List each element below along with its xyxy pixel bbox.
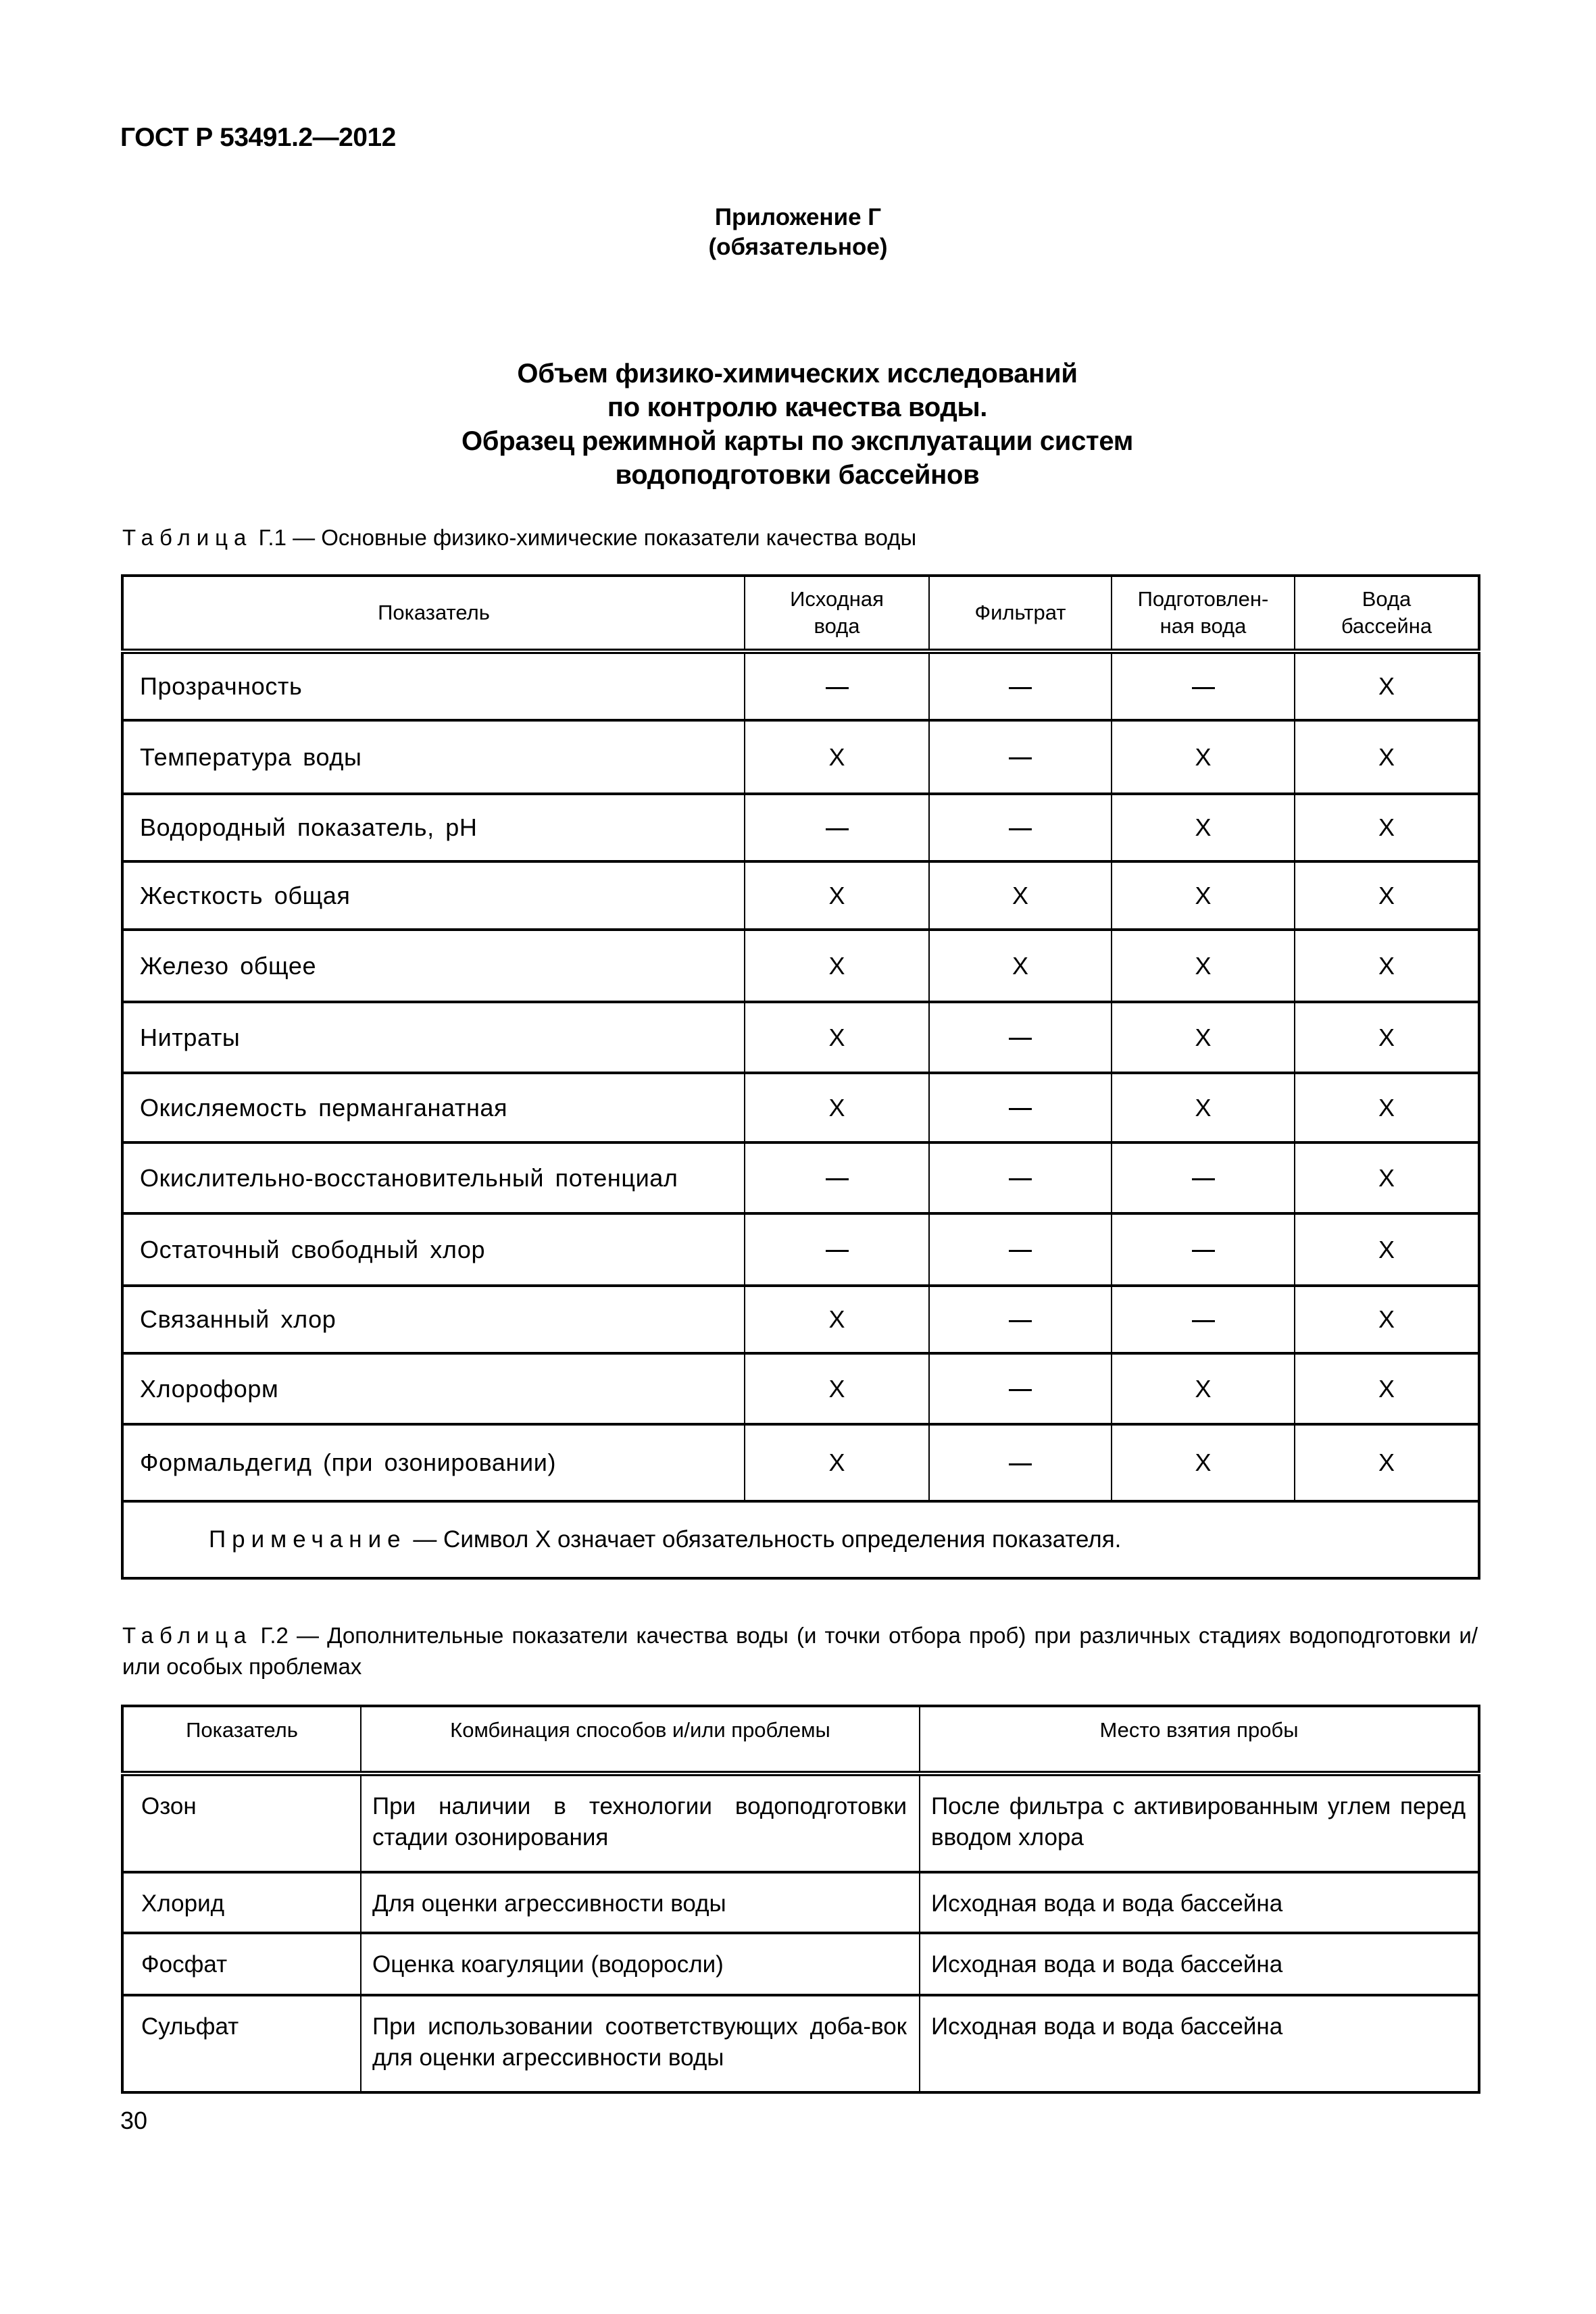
indicator-name-cell: Окисляемость перманганатная — [122, 1073, 745, 1142]
dash-icon — [1009, 1389, 1032, 1391]
note-text: — Символ X означает обязательность определения показателя. — [406, 1526, 1122, 1553]
not-required-cell — [745, 1213, 929, 1286]
table-row — [122, 1933, 1479, 1995]
indicator-name-cell: Нитраты — [122, 1002, 745, 1073]
dash-icon — [826, 1178, 849, 1180]
table-row — [122, 1774, 1479, 1872]
required-mark-cell: X — [745, 1424, 929, 1501]
col-label-line: бассейна — [1341, 614, 1432, 638]
dash-icon — [1009, 1178, 1032, 1180]
dash-icon — [826, 828, 849, 830]
dash-icon — [1009, 757, 1032, 759]
dash-icon — [826, 687, 849, 689]
table-row — [122, 1353, 1479, 1424]
table1-col-treated-water — [1112, 576, 1295, 651]
col-label-line: Вода — [1362, 587, 1412, 611]
table1-note — [122, 1501, 1479, 1578]
combination-cell: При наличии в технологии водоподготовки стадии озонирования — [361, 1774, 920, 1872]
table2-header-row — [122, 1706, 1479, 1774]
required-mark-cell: X — [1295, 794, 1479, 861]
table-row — [122, 1286, 1479, 1353]
table2-caption-text: Г.2 — Дополнительные показатели качества воды (и точки отбора проб) при различных стадиях водоподготовки и/или особых проблемах — [122, 1623, 1478, 1679]
table-row — [122, 1995, 1479, 2092]
indicator-name-cell: Хлороформ — [122, 1353, 745, 1424]
dash-icon — [1009, 1463, 1032, 1465]
required-mark-cell: X — [745, 1286, 929, 1353]
sampling-cell: Исходная вода и вода бассейна — [920, 1872, 1479, 1933]
required-mark-cell: X — [745, 1073, 929, 1142]
required-mark-cell: X — [1112, 1073, 1295, 1142]
table2-col-combination: Комбинация способов и/или проблемы — [361, 1706, 920, 1774]
appendix-status: (обязательное) — [708, 234, 888, 260]
not-required-cell — [929, 794, 1112, 861]
not-required-cell — [1112, 1286, 1295, 1353]
table2-caption — [122, 1620, 1478, 1682]
required-mark-cell: X — [1112, 930, 1295, 1002]
dash-icon — [826, 1250, 849, 1252]
required-mark-cell: X — [1295, 1142, 1479, 1213]
not-required-cell — [745, 651, 929, 720]
required-mark-cell: X — [745, 861, 929, 930]
not-required-cell — [1112, 651, 1295, 720]
note-label: Примечание — [209, 1526, 407, 1553]
not-required-cell — [745, 794, 929, 861]
not-required-cell — [929, 1353, 1112, 1424]
required-mark-cell: X — [1295, 1424, 1479, 1501]
not-required-cell — [745, 1142, 929, 1213]
indicator-cell: Озон — [122, 1774, 361, 1872]
table-row — [122, 1002, 1479, 1073]
col-label-line: ная вода — [1159, 614, 1247, 638]
not-required-cell — [929, 1142, 1112, 1213]
title-line: водоподготовки бассейнов — [615, 460, 980, 490]
title-line: по контролю качества воды. — [607, 393, 988, 422]
dash-icon — [1192, 1178, 1215, 1180]
required-mark-cell: X — [1295, 1286, 1479, 1353]
appendix-label: Приложение Г — [714, 204, 882, 230]
title-line: Образец режимной карты по эксплуатации систем — [461, 426, 1134, 456]
col-label-line: вода — [814, 614, 860, 638]
combination-cell: Оценка коагуляции (водоросли) — [361, 1933, 920, 1995]
table1-caption-text: Г.1 — Основные физико-химические показатели качества воды — [258, 525, 917, 550]
col-label-line: Подготовлен- — [1137, 587, 1269, 611]
not-required-cell — [929, 651, 1112, 720]
required-mark-cell: X — [1295, 1002, 1479, 1073]
indicator-name-cell: Температура воды — [122, 720, 745, 794]
table-row — [122, 1142, 1479, 1213]
table1-header-row — [122, 576, 1479, 651]
sampling-cell: Исходная вода и вода бассейна — [920, 1995, 1479, 2092]
required-mark-cell: X — [745, 720, 929, 794]
indicator-name-cell: Жесткость общая — [122, 861, 745, 930]
col-label: Показатель — [378, 601, 490, 624]
combination-cell: Для оценки агрессивности воды — [361, 1872, 920, 1933]
not-required-cell — [929, 1213, 1112, 1286]
table1-caption-label: Таблица — [122, 525, 253, 550]
page-number: 30 — [120, 2107, 148, 2134]
required-mark-cell: X — [1295, 1213, 1479, 1286]
dash-icon — [1192, 1250, 1215, 1252]
indicator-name-cell: Водородный показатель, pH — [122, 794, 745, 861]
required-mark-cell: X — [1295, 651, 1479, 720]
table-row — [122, 861, 1479, 930]
not-required-cell — [929, 720, 1112, 794]
not-required-cell — [929, 1286, 1112, 1353]
combination-cell: При использовании соответствующих доба-вок для оценки агрессивности воды — [361, 1995, 920, 2092]
required-mark-cell: X — [1112, 794, 1295, 861]
table1-col-filtrate — [929, 576, 1112, 651]
required-mark-cell: X — [745, 930, 929, 1002]
required-mark-cell: X — [1112, 1002, 1295, 1073]
required-mark-cell: X — [929, 930, 1112, 1002]
col-label-line: Исходная — [790, 587, 884, 611]
sampling-cell: Исходная вода и вода бассейна — [920, 1933, 1479, 1995]
table1-col-pool-water — [1295, 576, 1479, 651]
required-mark-cell: X — [1112, 1424, 1295, 1501]
table-row — [122, 1872, 1479, 1933]
table-g1 — [121, 574, 1480, 1580]
indicator-cell: Хлорид — [122, 1872, 361, 1933]
dash-icon — [1009, 1250, 1032, 1252]
indicator-name-cell: Остаточный свободный хлор — [122, 1213, 745, 1286]
required-mark-cell: X — [1295, 930, 1479, 1002]
table-row — [122, 794, 1479, 861]
table2-col-indicator: Показатель — [122, 1706, 361, 1774]
table2-caption-label: Таблица — [122, 1623, 253, 1648]
required-mark-cell: X — [1112, 1353, 1295, 1424]
not-required-cell — [929, 1002, 1112, 1073]
indicator-name-cell: Прозрачность — [122, 651, 745, 720]
col-label: Фильтрат — [974, 601, 1066, 624]
table-row — [122, 930, 1479, 1002]
dash-icon — [1192, 1320, 1215, 1322]
required-mark-cell: X — [1112, 861, 1295, 930]
table-g2 — [121, 1705, 1480, 2094]
required-mark-cell: X — [1295, 1073, 1479, 1142]
table-row — [122, 1424, 1479, 1501]
table-row — [122, 720, 1479, 794]
indicator-name-cell: Связанный хлор — [122, 1286, 745, 1353]
not-required-cell — [929, 1073, 1112, 1142]
dash-icon — [1009, 1320, 1032, 1322]
document-title — [392, 357, 1203, 492]
table2-col-sampling-point: Место взятия пробы — [920, 1706, 1479, 1774]
not-required-cell — [1112, 1213, 1295, 1286]
required-mark-cell: X — [1295, 720, 1479, 794]
required-mark-cell: X — [1295, 1353, 1479, 1424]
table-row — [122, 1213, 1479, 1286]
required-mark-cell: X — [929, 861, 1112, 930]
not-required-cell — [1112, 1142, 1295, 1213]
table1-note-row — [122, 1501, 1479, 1578]
table-row — [122, 651, 1479, 720]
dash-icon — [1009, 1038, 1032, 1040]
required-mark-cell: X — [1295, 861, 1479, 930]
table1-col-source-water — [745, 576, 929, 651]
required-mark-cell: X — [745, 1002, 929, 1073]
dash-icon — [1009, 687, 1032, 689]
title-line: Объем физико-химических исследований — [517, 359, 1078, 388]
not-required-cell — [929, 1424, 1112, 1501]
indicator-cell: Фосфат — [122, 1933, 361, 1995]
dash-icon — [1192, 687, 1215, 689]
table-row — [122, 1073, 1479, 1142]
required-mark-cell: X — [745, 1353, 929, 1424]
indicator-name-cell: Железо общее — [122, 930, 745, 1002]
indicator-name-cell: Формальдегид (при озонировании) — [122, 1424, 745, 1501]
dash-icon — [1009, 1108, 1032, 1110]
appendix-heading — [0, 203, 1596, 262]
dash-icon — [1009, 828, 1032, 830]
indicator-cell: Сульфат — [122, 1995, 361, 2092]
required-mark-cell: X — [1112, 720, 1295, 794]
document-id-header: ГОСТ Р 53491.2—2012 — [120, 123, 396, 152]
table1-caption — [122, 522, 1480, 553]
table1-col-indicator — [122, 576, 745, 651]
indicator-name-cell: Окислительно-восстановительный потенциал — [122, 1142, 745, 1213]
sampling-cell: После фильтра с активированным углем перед вводом хлора — [920, 1774, 1479, 1872]
